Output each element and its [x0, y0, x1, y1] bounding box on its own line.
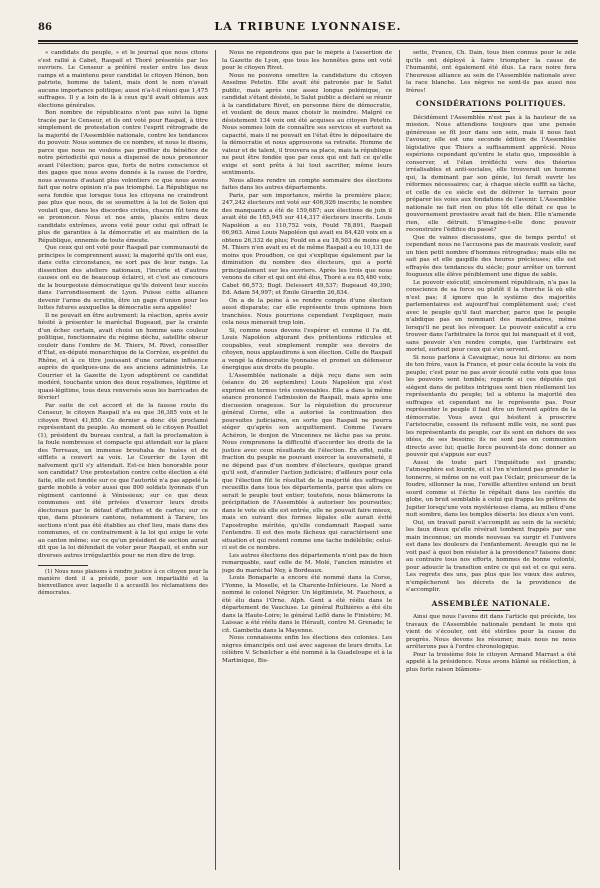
paragraph: Oui, un travail pareil s'accomplit au sein de la société; les faux dieux qu'elle révérait tombent frappés par une main inconnue; un monde nouveau va surgir et l'univers est dans les douleurs de l'enfantement. Aveugle qui ne le voit pas! à quoi bon résister à la providence? faisons donc au contraire tous nos efforts, hommes de bonne volonté, pour adoucir la transition entre ce qui est et ce qui sera. Les regrets des uns, pas plus que les vœux des autres, n'empêcheront les décrets de la providence de s'accomplir.: [406, 519, 576, 593]
section-rule: [472, 610, 510, 611]
paragraph: L'Assemblée nationale a déjà reçu dans son sein (séance du 26 septembre) Louis Napoléon qui s'est exprimé en termes très convenables. Elle a dans la même séance prononcé l'admission de Raspail, mais après une discussion orageuse. Sur la réquisition du procureur général Corne, elle a autorisé la continuation des poursuites judiciaires, en sorte que Raspail ne pourra siéger qu'après son acquittement. Comme l'avare Achéron, le donjon de Vincennes ne lâche pas sa proie. Nous comprenons la difficulté d'accorder les droits de la justice avec ceux résultants de l'élection. En effet, nulle fraction du peuple ne pouvant exercer la souveraineté, il ne dépend pas d'un nombre d'électeurs, quelque grand qu'il soit, d'annuler l'action judiciaire; d'ailleurs pour cela que l'élection fût le résultat de la majorité des suffrages recueillis dans tous les départements, parce que alors ce serait le peuple tout entier; toutefois, nous blâmerons la précipitation de l'Assemblée à autoriser les poursuites; dans le vote où elle est entrée, elle ne pouvait faire mieux, mais en suivant des formes légales elle aurait évité l'apostrophe méritée, qu'elle condamnait Raspail sans l'entendre. Il est des mots fâcheux qui caractérisent une situation et qui restent comme une tache indélébile; celui-ci est de ce nombre.: [222, 372, 392, 551]
paragraph: Louis Bonaparte a encore été nommé dans la Corse, l'Yonne, la Moselle, et la Charente-Inférieure. Le Nord a nommé le colonel Négrier. Un légitimiste, M. Fauchoux, a été élu dans l'Orne. Alph. Gent a été réélu dans le département de Vaucluse. Le général Rulhières a été élu dans la Haute-Loire; le général Leflô dans le Finistère; M. Laissac a été réélu dans le Hérault, contre M. Grenade; le cit. Gambetta dans la Mayenne.: [222, 575, 392, 634]
paragraph: « candidats du peuple, » et le journal que nous citons s'est rallié à Cabet, Raspail et Thoré présentés par les ouvriers. Le Censeur a préféré rester entre les deux camps et a maintenu pour candidat le citoyen Hénon, bon patriote, homme de talent, mais dont le nom n'avait aucune importance politique; aussi n'a-t-il réuni que 1,475 suffrages. Il y a loin de là à ceux qu'il avait obtenus aux élections générales.: [38, 50, 208, 109]
journal-title: LA TRIBUNE LYONNAISE.: [214, 20, 402, 33]
section-title-considerations: CONSIDÉRATIONS POLITIQUES.: [415, 99, 567, 108]
paragraph: Si nous parlons à Cavaignac, nous lui dirions: au nom de ton frère, vaux la France, et pour cela écoute la voix du peuple; c'est pour ne pas avoir écouté cette voix que tous les pouvoirs sont tombés; regarde si ces députés qui siègent dans de petites intrigues sont bien réellement les représentants du peuple; tel a obtenu la majorité des suffrages et cependant ne le représente pas. Pour représenter le peuple il faut être un fervent apôtre de la démocratie. Vous avez qui hésitent à proscrire l'aristocratie, cessent ils refusent mille voix, ne sont pas les représentants du peuple, car ils sont en dehors de ses idées, de ses besoins; ils ne sont pas en communion directe avec lui; quelle force peuvent-ils donc donner au pouvoir qui s'appuie sur eux?: [406, 354, 576, 458]
paragraph: Que de vaines discussions, que de temps perdu! et cependant nous ne l'accusons pas de mauvais vouloir, sauf un bien petit nombre d'hommes rétrogrades; mais elle ne sait pas et elle gaspille des heures précieuses; elle est effrayée des tendances du siècle; pour arrêter un torrent fougueux elle élève péniblement une digue de sable.: [406, 234, 576, 278]
paragraph: Les autres élections des départements n'ont pas de bien remarquable, sauf celle de M. Molé, l'ancien ministre et juge du maréchal Ney, à Bordeaux.: [222, 552, 392, 574]
paragraph: Si, comme nous devons l'espérer et comme il l'a dit, Louis Napoléon abjurant des prétentions ridicules et coupables, veut simplement remplir ses devoirs de citoyen, nous applaudirons à son élection. Celle de Raspail a vengé la démocratie lyonnaise et promet un défenseur énergique aux droits du peuple.: [222, 327, 392, 371]
paragraph: Nous connaissons enfin les élections des colonies. Les nègres émancipés ont usé avec sagesse de leurs droits. Le célèbre V. Schœlcher a été nommé à la Guadeloupe et à la Martinique, Bis-: [222, 635, 392, 664]
paragraph: Il ne pouvait en être autrement: la réaction, après avoir hésité à présenter le maréchal Bugeaud, par la crainte d'un échec certain, avait choisi un homme sans couleur politique, fonctionnaire du régime déchu, satellite obscur couloir dans l'ombre de M. Thiers, M. Rivet, conseiller d'État, ex-député monarchique de la Corrèze, ex-préfet du Rhône, et à ce titre jouissant d'une certaine influence auprès de quelques-uns de ses anciens administrés. Le Courrier et la Gazette de Lyon adoptèrent ce candidat modéré, touchante union des deux royalismes, légitime et quasi-légitime, tous deux renversés sous les barricades de février!: [38, 312, 208, 401]
paragraph: Bon nombre de républicains n'ont pas suivi la ligne tracée par le Censeur, et ils ont voté pour Raspail, à titre simplement de protestation contre l'esprit rétrograde de la majorité de l'Assemblée nationale, contre les tendances du pouvoir. Nous sommes de ce nombre, et nous le disons, parce que nous ne voulons pas profiter du bénéfice de notre périodicité qui nous a dispensé de nous prononcer avant l'élection; parce que, forts de notre conscience et des gages que nous avons donnés à la cause de l'ordre, nous avouons d'autant plus volontiers ce que nous avons fait que notre opinion n'a pas triomphé. La République ne sera fondée que lorsque tous les citoyens ne craindront pas plus que nous, de se soumettre à la loi de Solon qui voulait que, dans les discordes civiles, chacun fût tenu de se prononcer. Nous et nos amis, placés entre deux candidats extrêmes, avons voté pour celui qui offrait le plus de garanties à la démocratie et au maintien de la République, ennemis de toute émeute.: [38, 110, 208, 244]
paragraph: Nous ne répondrons que par le mépris à l'assertion de la Gazette de Lyon, que tous les honnêtes gens ont voté pour le citoyen Rivet.: [222, 50, 392, 71]
paragraph: Nous ne pouvons omettre la candidature du citoyen Anselme Petetin. Elle avait été patronée par le Salut public, mais après une assez longue polémique, ce candidat s'étant désisté, le Salut public a déclaré se réunir à la candidature Rivet, en personne fière de démocratie, et voulant de deux maux choisir le moindre. Malgré ce désistement 134 voix ont été acquises au citoyen Petetin. Nous sommes loin de connaître ses services et surtout sa capacité, mais il ne pouvait en l'état être le dépositaire de la démocratie et nous approuvons sa retraite. Homme de valeur et de talent, il trouvera sa place, mais la république ne peut être fondée que par ceux qui ont fait ce qu'elle exige et sont prêts à lui tout sacrifier, même leurs sentiments.: [222, 72, 392, 176]
paragraph: Nous allons rendre un compte sommaire des élections faites dans les autres départements.: [222, 177, 392, 191]
header-rule: [38, 40, 578, 42]
paragraph: Par suite de cet accord et de la fausse route du Censeur, le citoyen Raspail n'a eu que 36,385 voix et le citoyen Rivet 41,850. Ce dernier a donc été proclamé représentant du peuple. Au moment où le citoyen Pouillet (1), président du bureau central, a fait la proclamation à la foule nombreuse et compacte qui attendait sur la place des Terreaux, un immense brouhaha de huées et de sifflets a couvert sa voix. Le Courrier de Lyon dit naïvement qu'il s'y attendait. Est-ce bien honorable pour son candidat? Une protestation contre cette élection a été faite, elle est fondée sur ce que l'autorité n'a pas appelé la garde mobile à voter aussi que 800 soldats lyonnais d'un régiment cantonné à Vénissieux; sur ce que deux communes ont été privées d'exercer leurs droits électoraux par le défaut d'affiches et de cartes; sur ce que, dans plusieurs cantons, notamment à Tarare, les sections n'ont pas été établies au chef lieu, mais dans des communes, et ce contrairement à la loi qui exige le vote au canton même; sur ce qu'un président de section aurait dit que la loi défendait de voter pour Raspail, et enfin sur diverses autres irrégularités pour ne rien dire de trop.: [38, 402, 208, 559]
paragraph: Décidément l'Assemblée n'est pas à la hauteur de sa mission. Nous attendions toujours que une pensée généreuse se fît jour dans son sein, mais il nous faut l'avouer, elle est une seconde édition de l'Assemblée législative que Thiers a suffisamment apprécié. Nous espérions cependant qu'entre le statu quo, impossible à conserver, et l'élan irréfléchi vers des théories irréalisables et anti-sociales, elle trouverait un homme qui, la dominant par son génie, lui ferait ouvrir les réformes nécessaires; car, à chaque siècle suffit sa tâche, et celle de ce siècle est de délivrer le terrain pour préparer les voies aux fondations de l'avenir. L'Assemblée nationale ne fait rien ou plus tôt elle défait ce que le gouvernement provisoire avait fait de bien. Elle n'amende rien, elle détruit. S'imagine-t-elle donc pouvoir reconstruire l'édifice du passé?: [406, 114, 576, 233]
column-divider: [399, 50, 400, 870]
paragraph: sette, France, Ch. Dain, tous bien connus pour le zèle qu'ils ont déployé à faire triompher la cause de l'humanité, ont également été élus. La race noire fera l'heureuse alliance au sein de l'Assemblée nationale avec la race blanche. Les nègres ne sont-ils pas aussi nos frères!: [406, 50, 576, 94]
paragraph: Paris, par son importance, mérite la première place; 247,242 électeurs ont voté sur 406,926 inscrits; le nombre des manquants a été de 159,687; aux élections de juin il avait été de 165,945 sur 414,317 électeurs inscrits. Louis Napoléon a eu 110,752 voix, Fould 78,891, Raspail 66,963. Ainsi Louis Napoléon qui avait eu 84,420 voix en a obtenu 26,332 de plus; Fould en a eu 18,503 de moins que M. Thiers n'en avait eu et de même Raspail a eu 10,131 de moins que Proudhon, ce qui s'explique également par la diminution du nombre des électeurs, qui a porté principalement sur les ouvriers. Après les trois que nous venons de citer et qui ont été élus, Thoré a eu 65,480 voix; Cabet 66,573; Bugl. Delessert 49,537; Bugeaud 49,390; Ed. Adam 54,997; et Émile Girardin 26,834.: [222, 192, 392, 296]
section-rule: [472, 111, 510, 112]
paragraph: On a de la peine à se rendre compte d'une élection aussi disparate; car elle représente trois opinions bien tranchées. Nous pourrions cependant l'expliquer, mais cela nous mènerait trop loin.: [222, 297, 392, 326]
footnote: (1) Nous nous plaisons à rendre justice à ce citoyen pour la manière dont il a présidé, pour son impartialité et la bienveillance avec laquelle il a accueilli les réclamations des démocrates.: [38, 569, 208, 596]
article-column-3: [406, 50, 576, 868]
paragraph: Le pouvoir exécutif, sincèrement républicain, n'a pas la conscience de sa force ou plutôt il la cherche là où elle n'est pas; il ignore que le système des majorités parlementaires est aujourd'hui complètement usé; c'est avec le peuple qu'il faut marcher, parce que le peuple n'abdique pas en nommant des mandataires, même lorsqu'il ne peut les révoquer. Le pouvoir exécutif a cru trouver dans l'arbitraire la force qui lui manquait et il voit, sans pouvoir s'en rendre compte, que l'arbitraire est mortel, surtout pour ceux qui s'en servent.: [406, 279, 576, 353]
column-divider: [215, 50, 216, 870]
paragraph: Ainsi que nous l'avons dit dans l'article qui précède, les travaux de l'Assemblée nationale pendant le mois qui vient de s'écouler, ont été stériles pour la cause du progrès. Nous devons les résumer, mais nous ne nous arrêterons pas à l'ordre chronologique.: [406, 614, 576, 650]
section-title-assemblee: ASSEMBLÉE NATIONALE.: [431, 598, 551, 608]
header-rule-thin: [38, 43, 578, 44]
paragraph: Pour la troisième fois le citoyen Armand Marrast a été appelé à la présidence. Nous avons blâmé sa réélection, à plus forte raison blâmons-: [406, 651, 576, 673]
footnote-rule: [38, 565, 88, 566]
article-column-2: [222, 50, 392, 868]
page-header: [38, 20, 578, 38]
paragraph: Que ceux qui ont voté pour Raspail par communauté de principes le comprennent aussi; la majorité qu'ils ont eue, dans cette circonstance, ne sort pas de leur rangs. La dissention des ateliers nationaux, l'incurie et d'autres causes ont eu de beaucoup éclairci, et c'est au concours de la bourgeoisie démocratique qu'ils doivent leur succès dans l'arrondissement de Lyon. Puisse cette alliance devenir l'arme du scrutin, être un gage d'union pour les luttes futures auxquelles la démocratie sera appelée!: [38, 245, 208, 311]
paragraph: Aussi de toute part l'inquiétude est grande; l'atmosphère est lourde, et si l'on n'entend pas gronder le tonnerre, si même on ne voit pas l'éclair, précurseur de la foudre, sillonner la nue, l'oreille attentive entend un bruit sourd comme si l'écho le répétait dans les cavités du globe, un bruit semblable à celui qui frappa les prêtres de Jupiter lorsqu'une voix mystérieuse clama, au milieu d'une nuit sombre, dans les temples déserts: les dieux s'en vont.: [406, 459, 576, 518]
article-column-1: [38, 50, 208, 868]
page-number: 86: [38, 22, 52, 33]
